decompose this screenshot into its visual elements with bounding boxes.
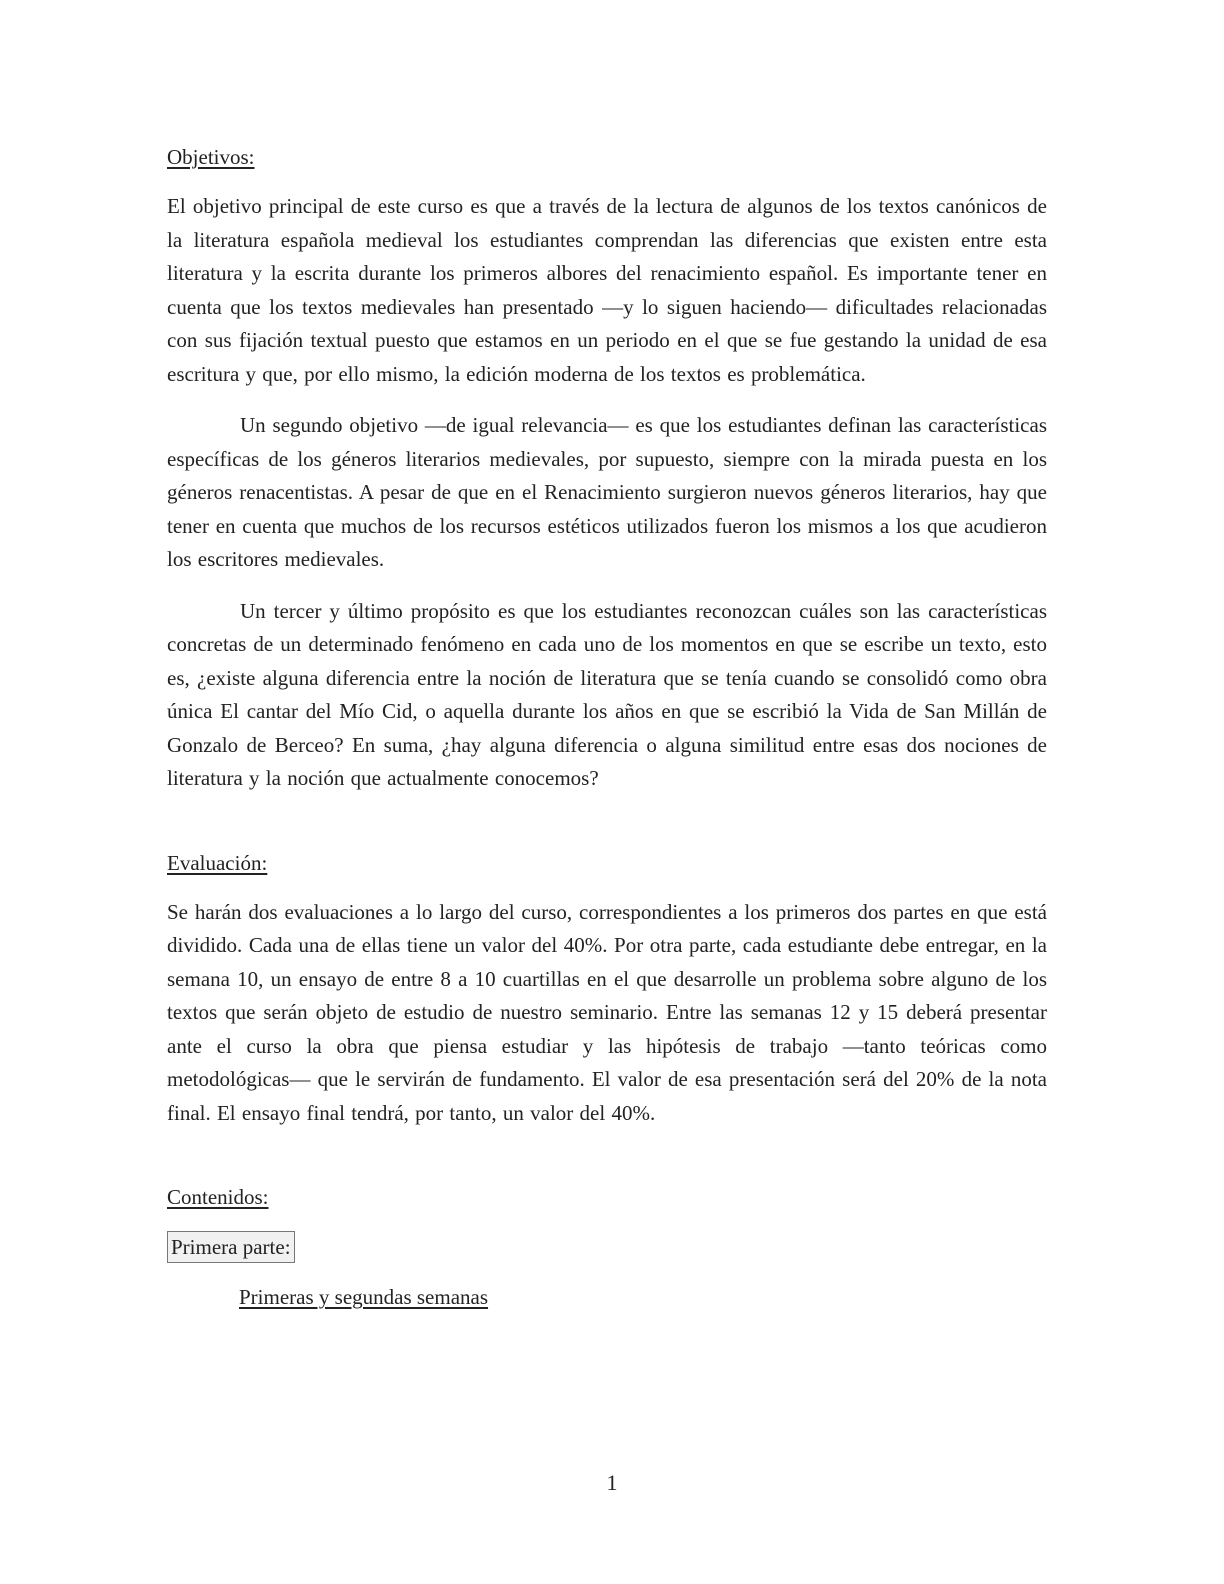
spacer: [167, 1130, 1047, 1180]
page-number: 1: [606, 1470, 618, 1495]
spacer: [167, 880, 1047, 896]
first-part-label: Primera parte:: [167, 1231, 295, 1263]
spacer: [167, 391, 1047, 409]
spacer: [167, 577, 1047, 595]
evaluation-paragraph: Se harán dos evaluaciones a lo largo del curso, correspondientes a los primeros dos partes en que está dividido. Cada una de ellas tiene un valor del 40%. Por otra parte, cada estudiante debe entregar, en la semana 10, un ensayo de entre 8 a 10 cuartillas en el que desarrolle un problema sobre alguno de los textos que serán objeto de estudio de nuestro seminario. Entre las semanas 12 y 15 deberá presentar ante el curso la obra que piensa estudiar y las hipótesis de trabajo —tanto teóricas como metodológicas— que le servirán de fundamento. El valor de esa presentación será del 20% de la nota final. El ensayo final tendrá, por tanto, un valor del 40%.: [167, 899, 1047, 1125]
evaluation-heading: Evaluación:: [167, 850, 268, 875]
spacer: [167, 796, 1047, 846]
spacer: [167, 174, 1047, 190]
document-page: [167, 140, 1047, 1314]
objectives-paragraph-3: Un tercer y último propósito es que los estudiantes reconozcan cuáles son las características concretas de un determinado fenómeno en cada uno de los momentos en que se escribe un texto, esto es, ¿existe alguna diferencia entre la noción de literatura que se tenía cuando se consolidó como obra única El cantar del Mío Cid, o aquella durante los años en que se escribió la Vida de San Millán de Gonzalo de Berceo? En suma, ¿hay alguna diferencia o alguna similitud entre esas dos nociones de literatura y la noción que actualmente conocemos?: [167, 598, 1047, 790]
objectives-paragraph-2: Un segundo objetivo —de igual relevancia— es que los estudiantes definan las características específicas de los géneros literarios medievales, por supuesto, siempre con la mirada puesta en los géneros renacentistas. A pesar de que en el Renacimiento surgieron nuevos géneros literarios, hay que tener en cuenta que muchos de los recursos estéticos utilizados fueron los mismos a los que acudieron los escritores medievales.: [167, 413, 1047, 571]
spacer: [167, 1264, 1047, 1280]
spacer: [167, 1214, 1047, 1230]
weeks-subheading: Primeras y segundas semanas: [239, 1285, 489, 1309]
first-part-line: [167, 1230, 1047, 1264]
contents-heading: Contenidos:: [167, 1185, 269, 1209]
objectives-paragraph-1: El objetivo principal de este curso es que a través de la lectura de algunos de los textos canónicos de la literatura española medieval los estudiantes comprendan las diferencias que existen entre esta literatura y la escrita durante los primeros albores del renacimiento español. Es importante tener en cuenta que los textos medievales han presentado —y lo siguen haciendo— dificultades relacionadas con sus fijación textual puesto que estamos en un periodo en el que se fue gestando la unidad de esa escritura y que, por ello mismo, la edición moderna de los textos es problemática.: [167, 194, 1047, 386]
objectives-heading: Objetivos:: [167, 145, 255, 169]
